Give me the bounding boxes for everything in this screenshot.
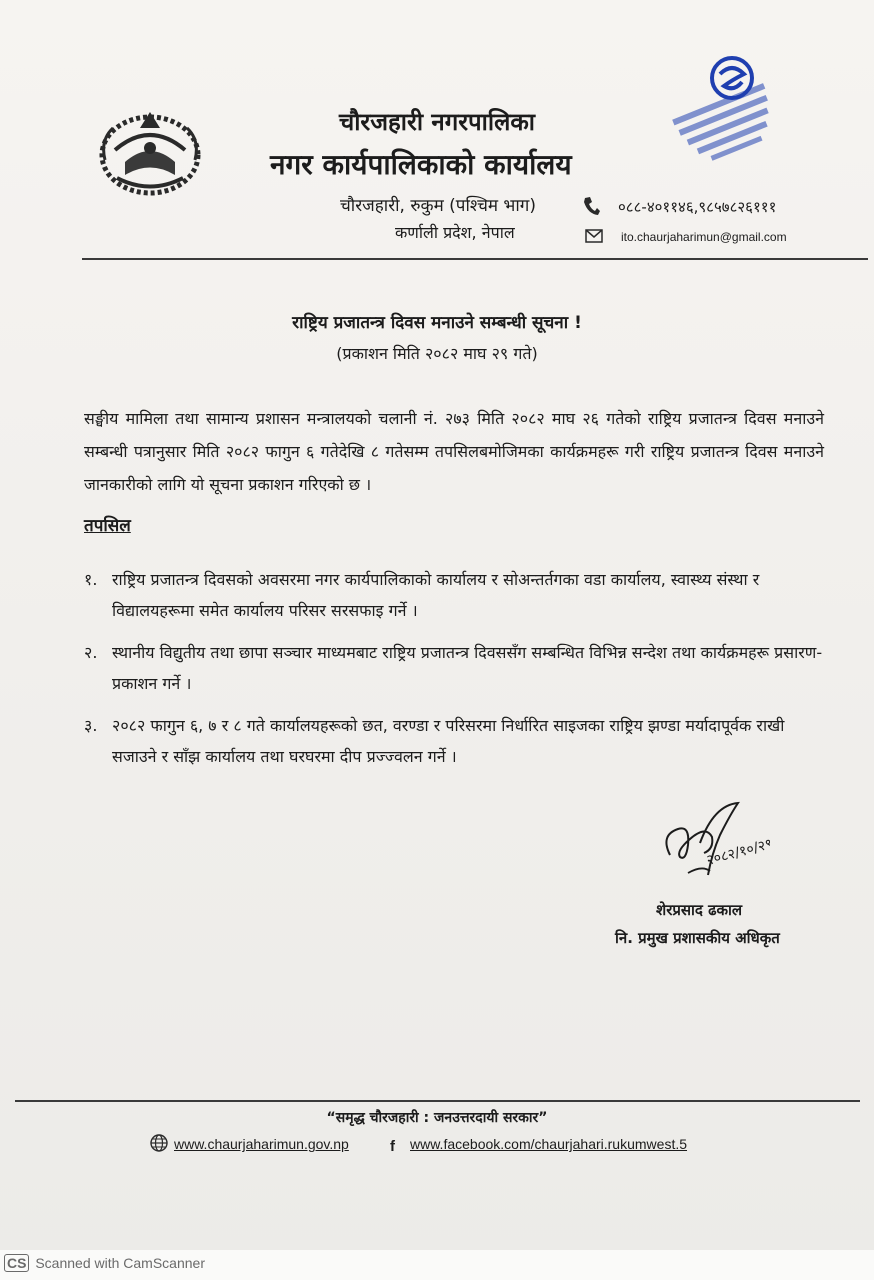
address-line-2: कर्णाली प्रदेश, नेपाल [395, 223, 515, 242]
phone-icon [582, 196, 600, 216]
signatory-name: शेरप्रसाद ढकाल [656, 901, 743, 919]
list-item [84, 710, 824, 772]
footer-divider [15, 1100, 860, 1102]
mail-icon [585, 228, 603, 242]
camscanner-logo-icon: CS [4, 1254, 29, 1272]
signature-icon [650, 795, 770, 895]
list-item-text: स्थानीय विद्युतीय तथा छापा सञ्चार माध्यमबाट राष्ट्रिय प्रजातन्त्र दिवससँग सम्बन्धित विभिन्न सन्देश तथा कार्यक्रमहरू प्रसारण-प्रकाशन गर्ने । [112, 643, 823, 693]
list-item [84, 564, 824, 626]
notice-body: सङ्घीय मामिला तथा सामान्य प्रशासन मन्त्रालयको चलानी नं. २७३ मिति २०८२ माघ २६ गतेको राष्ट्रिय प्रजातन्त्र दिवस मनाउने सम्बन्धी पत्रानुसार मिति २०८२ फागुन ६ गतेदेखि ८ गतेसम्म तपसिलबमोजिमका कार्यक्रमहरू गरी राष्ट्रिय प्रजातन्त्र दिवस मनाउने जानकारीको लागि यो सूचना प्रकाशन गरिएको छ । [84, 409, 824, 494]
office-name: नगर कार्यपालिकाको कार्यालय [270, 148, 572, 181]
list-item-number: २. [84, 643, 98, 662]
facebook-link[interactable]: www.facebook.com/chaurjahari.rukumwest.5 [410, 1136, 688, 1152]
facebook-icon: f [390, 1138, 395, 1155]
phone-number: ०८८-४०११४६,९८५७८२६१११ [618, 198, 777, 216]
globe-icon [150, 1134, 168, 1152]
website-link[interactable]: www.chaurjaharimun.gov.np [174, 1136, 349, 1152]
list-item [84, 637, 824, 699]
notice-title: राष्ट्रिय प्रजातन्त्र दिवस मनाउने सम्बन्धी सूचना ! [292, 313, 582, 333]
list-item-text: २०८२ फागुन ६, ७ र ८ गते कार्यालयहरूको छत, वरण्डा र परिसरमा निर्धारित साइजका राष्ट्रिय झण्डा मर्यादापूर्वक राखी सजाउने र साँझ कार्यालय तथा घरघरमा दीप प्रज्ज्वलन गर्ने । [112, 716, 785, 766]
address-line-1: चौरजहारी, रुकुम (पश्चिम भाग) [340, 196, 536, 216]
details-heading: तपसिल [84, 516, 131, 536]
signatory-title: नि. प्रमुख प्रशासकीय अधिकृत [615, 929, 780, 947]
list-item-number: ३. [84, 716, 98, 735]
org-name: चौरजहारी नगरपालिका [338, 108, 536, 136]
publication-date: (प्रकाशन मिति २०८२ माघ २९ गते) [336, 344, 538, 363]
header-divider [82, 258, 868, 260]
svg-text:२०८२/१०/२९: २०८२/१०/२९ [704, 835, 770, 869]
list-item-number: १. [84, 570, 98, 589]
list-item-text: राष्ट्रिय प्रजातन्त्र दिवसको अवसरमा नगर कार्यपालिकाको कार्यालय र सोअन्तर्तगका वडा कार्यालय, स्वास्थ्य संस्था र विद्यालयहरूमा समेत कार्यालय परिसर सरसफाइ गर्ने । [112, 570, 760, 620]
scanner-watermark [4, 1254, 205, 1272]
footer-slogan: “समृद्ध चौरजहारी : जनउत्तरदायी सरकार” [326, 1110, 548, 1126]
scanner-text: Scanned with CamScanner [35, 1255, 205, 1271]
email-address: ito.chaurjaharimun@gmail.com [621, 230, 787, 244]
